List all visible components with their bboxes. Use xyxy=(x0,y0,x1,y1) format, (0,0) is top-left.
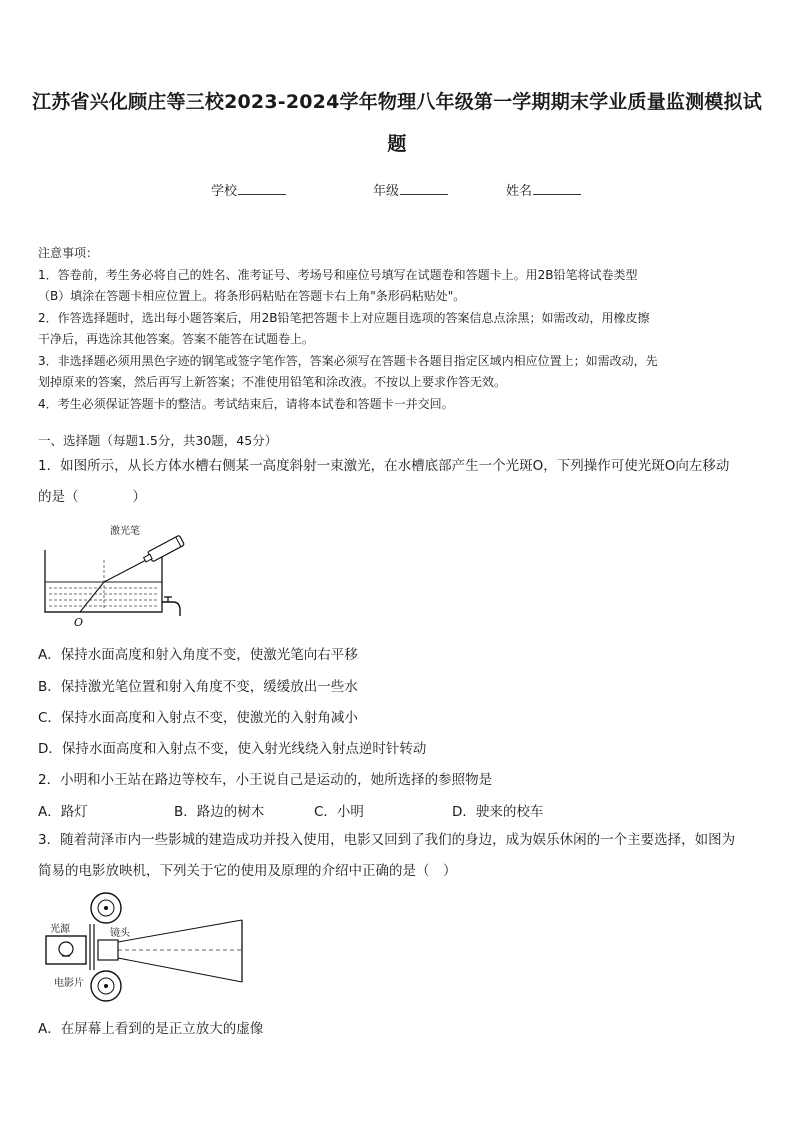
incident-ray xyxy=(104,558,150,582)
question-3-stem xyxy=(38,825,760,887)
question-2-option-b[interactable]: B．路边的树木 xyxy=(174,804,265,820)
school-blank[interactable] xyxy=(238,181,286,195)
lens-label: 镜头 xyxy=(110,928,130,939)
question-1-option-a[interactable]: A．保持水面高度和射入角度不变，使激光笔向右平移 xyxy=(38,647,358,663)
notice-block xyxy=(38,243,758,415)
school-field[interactable] xyxy=(211,180,286,199)
student-info-fields xyxy=(0,180,794,200)
notice-heading: 注意事项： xyxy=(38,246,99,260)
light-source-box xyxy=(46,936,86,964)
notice-line: 1．答卷前，考生务必将自己的姓名、准考证号、考场号和座位号填写在试题卷和答题卡上。用2B铅笔将试卷类型 xyxy=(38,267,638,282)
spot-o-label: O xyxy=(74,616,84,629)
notice-line: 划掉原来的答案，然后再写上新答案；不准使用铅笔和涂改液。不按以上要求作答无效。 xyxy=(38,375,507,389)
light-cone-top xyxy=(118,920,242,942)
laser-tank-figure xyxy=(40,520,200,632)
question-2-option-d[interactable]: D．驶来的校车 xyxy=(452,804,544,820)
question-1-option-d[interactable]: D．保持水面高度和入射点不变，使入射光线绕入射点逆时针转动 xyxy=(38,741,427,757)
grade-blank[interactable] xyxy=(400,181,448,195)
notice-line: （B）填涂在答题卡相应位置上。将条形码粘贴在答题卡右上角"条形码粘贴处"。 xyxy=(38,289,466,303)
question-2-stem: 2．小明和小王站在路边等校车，小王说自己是运动的，她所选择的参照物是 xyxy=(38,772,493,788)
exam-title-line2: 题 xyxy=(387,133,407,155)
school-label: 学校 xyxy=(211,184,238,199)
question-3-line1: 3．随着菏泽市内一些影城的建造成功并投入使用，电影又回到了我们的身边，成为娱乐休闲的一个主要选择，如图为 xyxy=(38,832,736,848)
notice-line: 3．非选择题必须用黑色字迹的钢笔或签字笔作答，答案必须写在答题卡各题目指定区域内相应位置上；如需改动，先 xyxy=(38,353,658,368)
section-heading: 一、选择题（每题1.5分，共30题，45分） xyxy=(38,433,278,448)
faucet-icon xyxy=(162,597,180,616)
question-3-option-a[interactable]: A．在屏幕上看到的是正立放大的虚像 xyxy=(38,1021,264,1037)
question-1-line1: 1．如图所示，从长方体水槽右侧某一高度斜射一束激光，在水槽底部产生一个光斑O，下列操作可使光斑O向左移动 xyxy=(38,458,730,474)
question-1-option-c[interactable]: C．保持水面高度和入射点不变，使激光的入射角减小 xyxy=(38,710,358,726)
grade-field[interactable] xyxy=(373,180,448,199)
water-hatching xyxy=(49,588,158,606)
notice-line: 4．考生必须保证答题卡的整洁。考试结束后，请将本试卷和答题卡一并交回。 xyxy=(38,396,454,411)
name-field[interactable] xyxy=(506,180,581,199)
grade-label: 年级 xyxy=(373,184,400,199)
light-cone-bottom xyxy=(118,958,242,982)
name-label: 姓名 xyxy=(506,184,533,199)
top-reel-icon xyxy=(91,893,121,923)
bottom-reel-icon xyxy=(91,971,121,1001)
notice-line: 2．作答选择题时，选出每小题答案后，用2B铅笔把答题卡上对应题目选项的答案信息点涂黑；如需改动，用橡皮擦 xyxy=(38,310,650,325)
refracted-ray xyxy=(80,582,104,612)
question-1-stem xyxy=(38,451,760,513)
projector-figure xyxy=(44,890,254,1008)
laser-pen-label: 激光笔 xyxy=(110,526,140,537)
name-blank[interactable] xyxy=(533,181,581,195)
film-label: 电影片 xyxy=(54,978,84,989)
light-source-label: 光源 xyxy=(50,924,70,935)
laser-pen-icon xyxy=(142,535,184,564)
notice-line: 干净后，再选涂其他答案。答案不能答在试题卷上。 xyxy=(38,332,315,346)
question-2-option-a[interactable]: A．路灯 xyxy=(38,804,88,820)
exam-title-line1: 江苏省兴化顾庄等三校2023-2024学年物理八年级第一学期期末学业质量监测模拟试 xyxy=(32,91,762,113)
lens-barrel xyxy=(98,940,118,960)
question-2-option-c[interactable]: C．小明 xyxy=(314,804,364,820)
question-3-line2: 简易的电影放映机，下列关于它的使用及原理的介绍中正确的是（ ） xyxy=(38,863,457,879)
question-1-line2: 的是（ ） xyxy=(38,489,146,505)
question-1-option-b[interactable]: B．保持激光笔位置和射入角度不变，缓缓放出一些水 xyxy=(38,679,358,695)
